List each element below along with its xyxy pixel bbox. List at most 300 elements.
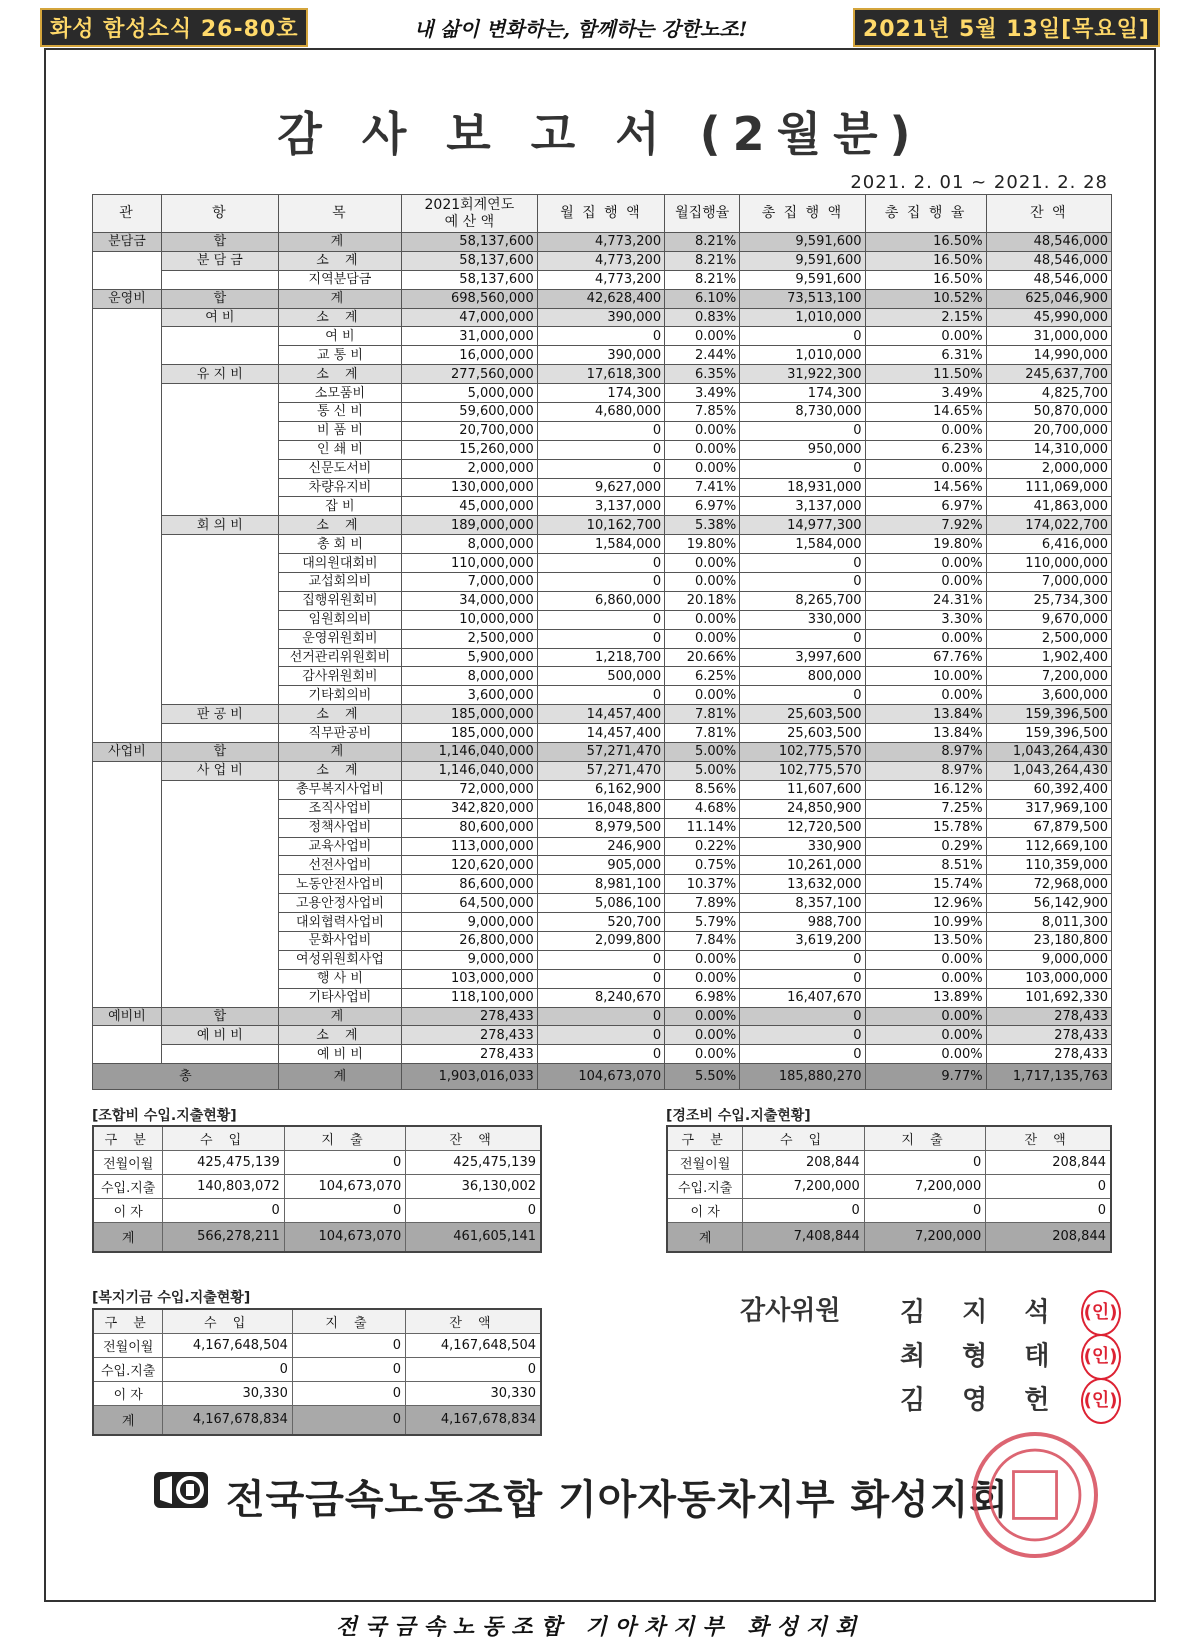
footer-text: 전국금속노동조합 기아차지부 화성지회 — [335, 1614, 865, 1640]
total-rate-cell: 3.30% — [865, 610, 986, 629]
monthly-rate-cell: 0.00% — [665, 1007, 740, 1026]
table-row — [93, 686, 1112, 705]
total-rate-cell: 8.51% — [865, 856, 986, 875]
total-rate-cell: 0.00% — [865, 1045, 986, 1064]
monthly-spent-cell: 4,680,000 — [537, 403, 664, 422]
budget-cell: 86,600,000 — [402, 875, 538, 894]
gwan-cell — [93, 913, 162, 932]
monthly-spent-cell: 57,271,470 — [537, 743, 664, 762]
table-row — [667, 1174, 1111, 1198]
row-label: 계 — [93, 1405, 163, 1435]
hang-cell — [161, 837, 278, 856]
hang-cell — [161, 1045, 278, 1064]
row-label: 계 — [93, 1222, 163, 1252]
table-row — [93, 233, 1112, 252]
table-row — [93, 1007, 1112, 1026]
sub-col-header: 수 입 — [163, 1126, 284, 1150]
issue-tag: 화성 함성소식 26-80호 — [40, 8, 308, 47]
balance-cell: 25,734,300 — [986, 591, 1111, 610]
monthly-spent-cell: 8,981,100 — [537, 875, 664, 894]
table-row — [93, 554, 1112, 573]
table-row — [93, 1357, 541, 1381]
gwan-cell: 예비비 — [93, 1007, 162, 1026]
grand-total-label-1: 총 — [93, 1064, 279, 1090]
sub-col-header: 잔 액 — [986, 1126, 1111, 1150]
budget-cell: 113,000,000 — [402, 837, 538, 856]
total-spent-cell: 1,010,000 — [740, 308, 865, 327]
hang-cell — [161, 554, 278, 573]
total-rate-cell: 0.00% — [865, 950, 986, 969]
hang-cell — [161, 591, 278, 610]
balance-cell: 1,043,264,430 — [986, 743, 1111, 762]
total-rate-cell: 67.76% — [865, 648, 986, 667]
budget-cell: 72,000,000 — [402, 780, 538, 799]
balance-cell: 31,000,000 — [986, 327, 1111, 346]
mok-cell: 신문도서비 — [278, 459, 401, 478]
total-spent-cell: 14,977,300 — [740, 516, 865, 535]
monthly-spent-cell: 1,218,700 — [537, 648, 664, 667]
sub-header-row — [93, 1126, 541, 1150]
hang-cell — [161, 478, 278, 497]
total-spent-cell: 330,900 — [740, 837, 865, 856]
amount-cell: 7,200,000 — [864, 1174, 985, 1198]
budget-cell: 277,560,000 — [402, 365, 538, 384]
gwan-cell — [93, 969, 162, 988]
monthly-spent-cell: 0 — [537, 686, 664, 705]
total-spent-cell: 9,591,600 — [740, 251, 865, 270]
balance-cell: 67,879,500 — [986, 818, 1111, 837]
mok-cell: 잡 비 — [278, 497, 401, 516]
table-row — [93, 856, 1112, 875]
mok-cell: 행 사 비 — [278, 969, 401, 988]
total-rate-cell: 2.15% — [865, 308, 986, 327]
col-header: 목 — [278, 195, 401, 233]
hang-cell — [161, 573, 278, 592]
gwan-cell — [93, 384, 162, 403]
date-tag: 2021년 5월 13일[목요일] — [853, 8, 1160, 47]
total-rate-cell: 24.31% — [865, 591, 986, 610]
gwan-cell: 분담금 — [93, 233, 162, 252]
hang-cell — [161, 988, 278, 1007]
monthly-rate-cell: 6.97% — [665, 497, 740, 516]
seal-stamp-icon: (인) — [1081, 1290, 1121, 1336]
monthly-rate-cell: 0.00% — [665, 421, 740, 440]
monthly-spent-cell: 42,628,400 — [537, 289, 664, 308]
budget-cell: 7,000,000 — [402, 573, 538, 592]
mok-cell: 정책사업비 — [278, 818, 401, 837]
grand-total-trate: 9.77% — [865, 1064, 986, 1090]
budget-cell: 59,600,000 — [402, 403, 538, 422]
welfare-fund-body — [93, 1333, 541, 1435]
total-spent-cell: 25,603,500 — [740, 705, 865, 724]
hang-cell — [161, 440, 278, 459]
table-row — [93, 724, 1112, 743]
monthly-rate-cell: 0.00% — [665, 554, 740, 573]
table-row — [93, 573, 1112, 592]
monthly-spent-cell: 0 — [537, 327, 664, 346]
table-row — [93, 705, 1112, 724]
table-row — [93, 818, 1112, 837]
monthly-rate-cell: 8.21% — [665, 270, 740, 289]
budget-cell: 2,500,000 — [402, 629, 538, 648]
auditor-label: 감사위원 — [740, 1296, 841, 1326]
total-spent-cell: 988,700 — [740, 913, 865, 932]
table-row — [667, 1150, 1111, 1174]
budget-cell: 698,560,000 — [402, 289, 538, 308]
mok-cell: 계 — [278, 233, 401, 252]
auditor-name: 김 지 석 — [900, 1297, 1064, 1328]
gwan-cell — [93, 837, 162, 856]
mok-cell: 소 계 — [278, 308, 401, 327]
total-rate-cell: 0.00% — [865, 327, 986, 346]
table-row — [667, 1198, 1111, 1222]
mok-cell: 여 비 — [278, 327, 401, 346]
monthly-spent-cell: 390,000 — [537, 308, 664, 327]
budget-cell: 58,137,600 — [402, 270, 538, 289]
monthly-spent-cell: 0 — [537, 1026, 664, 1045]
col-header: 관 — [93, 195, 162, 233]
total-spent-cell: 800,000 — [740, 667, 865, 686]
total-spent-cell: 10,261,000 — [740, 856, 865, 875]
grand-total-mrate: 5.50% — [665, 1064, 740, 1090]
mok-cell: 선전사업비 — [278, 856, 401, 875]
monthly-rate-cell: 8.21% — [665, 233, 740, 252]
monthly-spent-cell: 6,860,000 — [537, 591, 664, 610]
gwan-cell — [93, 780, 162, 799]
balance-cell: 14,990,000 — [986, 346, 1111, 365]
total-rate-cell: 0.00% — [865, 1026, 986, 1045]
mok-cell: 여성위원회사업 — [278, 950, 401, 969]
budget-cell: 15,260,000 — [402, 440, 538, 459]
total-rate-cell: 10.99% — [865, 913, 986, 932]
table-row — [93, 629, 1112, 648]
mok-cell: 교 통 비 — [278, 346, 401, 365]
total-rate-cell: 13.84% — [865, 724, 986, 743]
gwan-cell — [93, 327, 162, 346]
balance-cell: 48,546,000 — [986, 251, 1111, 270]
mok-cell: 선거관리위원회비 — [278, 648, 401, 667]
auditor-signature-3 — [900, 1378, 1121, 1424]
budget-cell: 189,000,000 — [402, 516, 538, 535]
balance-cell: 103,000,000 — [986, 969, 1111, 988]
total-rate-cell: 13.89% — [865, 988, 986, 1007]
total-spent-cell: 950,000 — [740, 440, 865, 459]
amount-cell: 30,330 — [163, 1381, 293, 1405]
table-header-row — [93, 195, 1112, 233]
table-row — [93, 969, 1112, 988]
hang-cell: 여 비 — [161, 308, 278, 327]
mok-cell: 소 계 — [278, 1026, 401, 1045]
seal-stamp-icon: (인) — [1081, 1378, 1121, 1424]
mok-cell: 차량유지비 — [278, 478, 401, 497]
table-row — [93, 459, 1112, 478]
gwan-cell — [93, 931, 162, 950]
total-rate-cell: 15.74% — [865, 875, 986, 894]
mok-cell: 기타사업비 — [278, 988, 401, 1007]
amount-cell: 7,200,000 — [864, 1222, 985, 1252]
budget-cell: 34,000,000 — [402, 591, 538, 610]
sub-header-row — [93, 1309, 541, 1333]
balance-cell: 7,200,000 — [986, 667, 1111, 686]
amount-cell: 0 — [406, 1198, 541, 1222]
col-header: 월 집 행 액 — [537, 195, 664, 233]
budget-cell: 1,146,040,000 — [402, 761, 538, 780]
total-spent-cell: 18,931,000 — [740, 478, 865, 497]
hang-cell — [161, 969, 278, 988]
welfare-fund-title: [복지기금 수입.지출현황] — [92, 1290, 251, 1306]
monthly-rate-cell: 0.00% — [665, 327, 740, 346]
monthly-rate-cell: 5.79% — [665, 913, 740, 932]
gwan-cell — [93, 761, 162, 780]
mok-cell: 소 계 — [278, 516, 401, 535]
mok-cell: 직무판공비 — [278, 724, 401, 743]
table-row — [93, 591, 1112, 610]
budget-cell: 80,600,000 — [402, 818, 538, 837]
balance-cell: 8,011,300 — [986, 913, 1111, 932]
grand-total-month: 104,673,070 — [537, 1064, 664, 1090]
table-row — [93, 497, 1112, 516]
total-rate-cell: 16.50% — [865, 233, 986, 252]
table-row — [93, 1026, 1112, 1045]
balance-cell: 7,000,000 — [986, 573, 1111, 592]
gwan-cell — [93, 648, 162, 667]
budget-cell: 8,000,000 — [402, 535, 538, 554]
total-spent-cell: 9,591,600 — [740, 233, 865, 252]
amount-cell: 7,408,844 — [743, 1222, 864, 1252]
table-row — [93, 251, 1112, 270]
budget-cell: 31,000,000 — [402, 327, 538, 346]
total-rate-cell: 0.29% — [865, 837, 986, 856]
amount-cell: 7,200,000 — [743, 1174, 864, 1198]
mok-cell: 대의원대회비 — [278, 554, 401, 573]
gwan-cell — [93, 686, 162, 705]
total-spent-cell: 0 — [740, 686, 865, 705]
hang-cell — [161, 459, 278, 478]
monthly-rate-cell: 5.00% — [665, 743, 740, 762]
monthly-rate-cell: 0.00% — [665, 1026, 740, 1045]
table-row — [93, 894, 1112, 913]
total-spent-cell: 9,591,600 — [740, 270, 865, 289]
seal-stamp-icon: (인) — [1081, 1334, 1121, 1380]
monthly-spent-cell: 0 — [537, 969, 664, 988]
monthly-spent-cell: 17,618,300 — [537, 365, 664, 384]
monthly-rate-cell: 8.56% — [665, 780, 740, 799]
gwan-cell — [93, 403, 162, 422]
hang-cell — [161, 421, 278, 440]
table-row — [93, 610, 1112, 629]
monthly-rate-cell: 7.81% — [665, 705, 740, 724]
monthly-spent-cell: 390,000 — [537, 346, 664, 365]
monthly-spent-cell: 0 — [537, 1007, 664, 1026]
amount-cell: 566,278,211 — [163, 1222, 284, 1252]
amount-cell: 4,167,648,504 — [405, 1333, 541, 1357]
total-rate-cell: 10.00% — [865, 667, 986, 686]
amount-cell: 0 — [743, 1198, 864, 1222]
gwan-cell — [93, 440, 162, 459]
amount-cell: 104,673,070 — [284, 1174, 405, 1198]
amount-cell: 0 — [864, 1198, 985, 1222]
col-header: 잔 액 — [986, 195, 1111, 233]
monthly-spent-cell: 57,271,470 — [537, 761, 664, 780]
sub-col-header: 잔 액 — [406, 1126, 541, 1150]
total-spent-cell: 0 — [740, 629, 865, 648]
total-spent-cell: 16,407,670 — [740, 988, 865, 1007]
gwan-cell — [93, 535, 162, 554]
monthly-spent-cell: 0 — [537, 950, 664, 969]
total-rate-cell: 0.00% — [865, 969, 986, 988]
balance-cell: 20,700,000 — [986, 421, 1111, 440]
gwan-cell — [93, 478, 162, 497]
table-row — [93, 875, 1112, 894]
welfare-fund-table — [92, 1308, 542, 1436]
hang-cell — [161, 818, 278, 837]
budget-cell: 10,000,000 — [402, 610, 538, 629]
table-row — [93, 1198, 541, 1222]
monthly-spent-cell: 2,099,800 — [537, 931, 664, 950]
total-rate-cell: 16.50% — [865, 270, 986, 289]
monthly-spent-cell: 14,457,400 — [537, 705, 664, 724]
monthly-rate-cell: 10.37% — [665, 875, 740, 894]
table-row — [93, 516, 1112, 535]
monthly-spent-cell: 0 — [537, 1045, 664, 1064]
mok-cell: 문화사업비 — [278, 931, 401, 950]
total-spent-cell: 102,775,570 — [740, 761, 865, 780]
total-rate-cell: 16.12% — [865, 780, 986, 799]
amount-cell: 208,844 — [986, 1222, 1111, 1252]
amount-cell: 0 — [986, 1174, 1111, 1198]
amount-cell: 461,605,141 — [406, 1222, 541, 1252]
mok-cell: 지역분담금 — [278, 270, 401, 289]
total-spent-cell: 3,619,200 — [740, 931, 865, 950]
budget-cell: 103,000,000 — [402, 969, 538, 988]
table-row — [667, 1222, 1111, 1252]
mok-cell: 통 신 비 — [278, 403, 401, 422]
hang-cell — [161, 950, 278, 969]
total-rate-cell: 8.97% — [865, 761, 986, 780]
table-row — [93, 1045, 1112, 1064]
sub-col-header: 수 입 — [743, 1126, 864, 1150]
hang-cell: 회 의 비 — [161, 516, 278, 535]
balance-cell: 1,043,264,430 — [986, 761, 1111, 780]
amount-cell: 0 — [284, 1150, 405, 1174]
total-spent-cell: 174,300 — [740, 384, 865, 403]
gwan-cell — [93, 856, 162, 875]
audit-table — [92, 194, 1112, 1090]
gwan-cell — [93, 950, 162, 969]
balance-cell: 112,669,100 — [986, 837, 1111, 856]
monthly-rate-cell: 4.68% — [665, 799, 740, 818]
monthly-rate-cell: 0.83% — [665, 308, 740, 327]
gwan-cell — [93, 799, 162, 818]
mok-cell: 인 쇄 비 — [278, 440, 401, 459]
auditor-name: 김 영 헌 — [900, 1385, 1064, 1416]
mok-cell: 대외협력사업비 — [278, 913, 401, 932]
gwan-cell — [93, 610, 162, 629]
amount-cell: 0 — [292, 1381, 405, 1405]
sub-col-header: 지 출 — [864, 1126, 985, 1150]
total-spent-cell: 13,632,000 — [740, 875, 865, 894]
amount-cell: 36,130,002 — [406, 1174, 541, 1198]
amount-cell: 0 — [405, 1357, 541, 1381]
sub-header-row — [667, 1126, 1111, 1150]
mok-cell: 집행위원회비 — [278, 591, 401, 610]
hang-cell: 합 — [161, 289, 278, 308]
budget-cell: 185,000,000 — [402, 724, 538, 743]
budget-cell: 58,137,600 — [402, 233, 538, 252]
total-rate-cell: 14.65% — [865, 403, 986, 422]
balance-cell: 9,670,000 — [986, 610, 1111, 629]
hang-cell — [161, 497, 278, 516]
total-rate-cell: 16.50% — [865, 251, 986, 270]
monthly-rate-cell: 5.38% — [665, 516, 740, 535]
mok-cell: 비 품 비 — [278, 421, 401, 440]
balance-cell: 3,600,000 — [986, 686, 1111, 705]
total-rate-cell: 13.84% — [865, 705, 986, 724]
gwan-cell — [93, 554, 162, 573]
hang-cell — [161, 856, 278, 875]
grand-total-budget: 1,903,016,033 — [402, 1064, 538, 1090]
balance-cell: 23,180,800 — [986, 931, 1111, 950]
auditor-name: 최 형 태 — [900, 1341, 1064, 1372]
total-rate-cell: 7.92% — [865, 516, 986, 535]
balance-cell: 101,692,330 — [986, 988, 1111, 1007]
total-spent-cell: 8,730,000 — [740, 403, 865, 422]
report-period: 2021. 2. 01 ~ 2021. 2. 28 — [850, 172, 1108, 193]
budget-cell: 278,433 — [402, 1045, 538, 1064]
total-spent-cell: 8,265,700 — [740, 591, 865, 610]
mok-cell: 운영위원회비 — [278, 629, 401, 648]
total-rate-cell: 6.31% — [865, 346, 986, 365]
total-rate-cell: 12.96% — [865, 894, 986, 913]
row-label: 이 자 — [667, 1198, 743, 1222]
table-row — [93, 440, 1112, 459]
union-fund-table — [92, 1125, 542, 1253]
balance-cell: 174,022,700 — [986, 516, 1111, 535]
budget-cell: 278,433 — [402, 1007, 538, 1026]
balance-cell: 110,359,000 — [986, 856, 1111, 875]
table-row — [93, 799, 1112, 818]
total-rate-cell: 6.23% — [865, 440, 986, 459]
total-spent-cell: 0 — [740, 1026, 865, 1045]
total-rate-cell: 15.78% — [865, 818, 986, 837]
total-spent-cell: 0 — [740, 554, 865, 573]
hang-cell: 판 공 비 — [161, 705, 278, 724]
gwan-cell — [93, 1045, 162, 1064]
gwan-cell — [93, 818, 162, 837]
monthly-spent-cell: 0 — [537, 459, 664, 478]
hang-cell — [161, 894, 278, 913]
hang-cell: 예 비 비 — [161, 1026, 278, 1045]
gwan-cell — [93, 308, 162, 327]
table-row — [93, 667, 1112, 686]
monthly-rate-cell: 7.89% — [665, 894, 740, 913]
budget-cell: 3,600,000 — [402, 686, 538, 705]
slogan: 내 삶이 변화하는, 함께하는 강한노조! — [413, 16, 748, 41]
monthly-rate-cell: 0.00% — [665, 969, 740, 988]
monthly-spent-cell: 500,000 — [537, 667, 664, 686]
total-rate-cell: 0.00% — [865, 421, 986, 440]
header-banner — [40, 10, 1160, 44]
total-rate-cell: 0.00% — [865, 554, 986, 573]
col-header: 총 집 행 율 — [865, 195, 986, 233]
hang-cell: 합 — [161, 1007, 278, 1026]
grand-total-total: 185,880,270 — [740, 1064, 865, 1090]
balance-cell: 56,142,900 — [986, 894, 1111, 913]
balance-cell: 4,825,700 — [986, 384, 1111, 403]
hang-cell: 합 — [161, 233, 278, 252]
balance-cell: 2,500,000 — [986, 629, 1111, 648]
total-rate-cell: 13.50% — [865, 931, 986, 950]
